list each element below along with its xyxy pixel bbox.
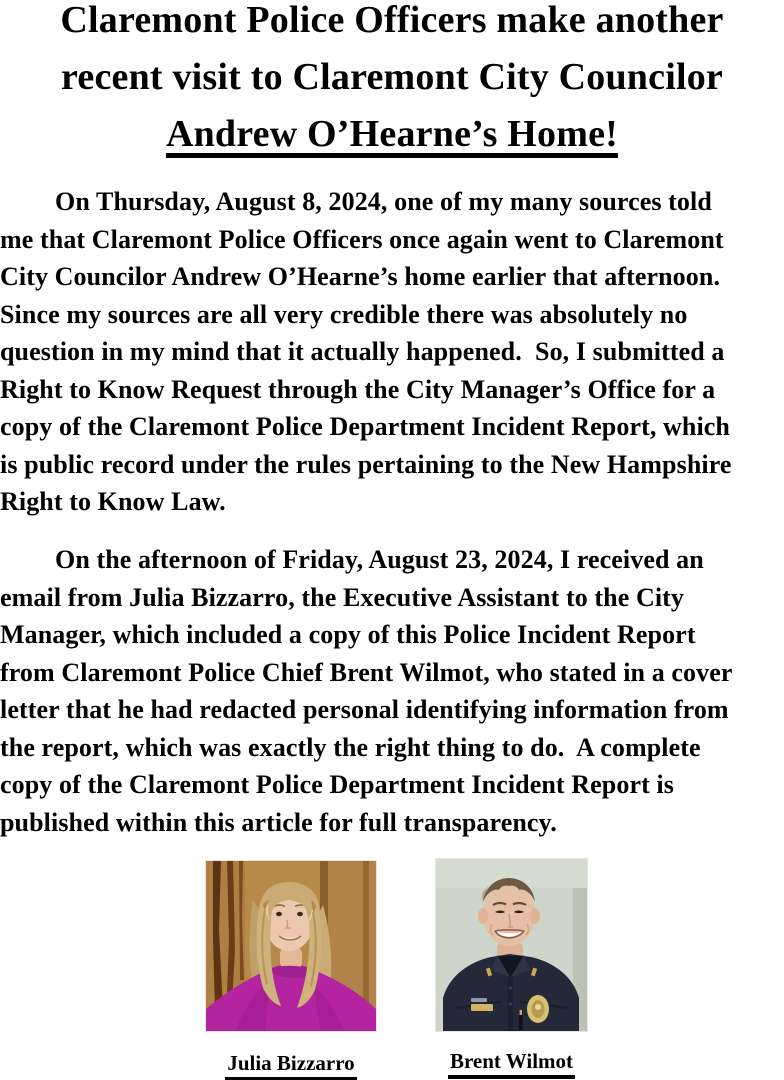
text-line: copy of the Claremont Police Department Incident Report is [0, 770, 674, 799]
text-line: On Thursday, August 8, 2024, one of my many sources told [55, 187, 712, 216]
text-line: Claremont Police Officers make another [60, 0, 724, 41]
text-line: Andrew O’Hearne’s Home! [165, 113, 619, 155]
text-line: me that Claremont Police Officers once again went to Claremont [0, 224, 724, 254]
paragraph-2 [0, 541, 784, 841]
text-line: Since my sources are all very credible there was absolutely no [0, 299, 688, 329]
text-line: City Councilor Andrew O’Hearne’s home earlier that afternoon. [0, 262, 721, 291]
brent-photo [435, 858, 588, 1032]
photo-figure-brent [435, 858, 588, 1079]
paragraph-1 [0, 183, 784, 521]
text-line: letter that he had redacted personal identifying information from [0, 695, 729, 724]
text-line: copy of the Claremont Police Department Incident Report, which [0, 412, 730, 441]
text-line: question in my mind that it actually happened. So, I submitted a [0, 337, 725, 366]
article-title [0, 0, 784, 163]
text-line: is public record under the rules pertaining to the New Hampshire [0, 449, 732, 479]
text-line: Right to Know Request through the City Manager’s Office for a [0, 374, 716, 404]
text-line: On the afternoon of Friday, August 23, 2024, I received an [55, 545, 704, 574]
julia-photo [205, 860, 377, 1032]
photo-caption-julia: Julia Bizzarro [205, 1051, 377, 1080]
text-line: Right to Know Law. [0, 487, 226, 516]
text-line: Manager, which included a copy of this Police Incident Report [0, 620, 696, 649]
text-line: from Claremont Police Chief Brent Wilmot, who stated in a cover [0, 657, 733, 687]
photo-caption-brent: Brent Wilmot [435, 1049, 588, 1079]
text-line: recent visit to Claremont City Councilor [61, 56, 723, 98]
text-line: email from Julia Bizzarro, the Executive Assistant to the City [0, 582, 685, 612]
text-line: the report, which was exactly the right thing to do. A complete [0, 732, 701, 762]
photo-figure-julia [205, 860, 377, 1080]
text-line: published within this article for full transparency. [0, 807, 557, 837]
